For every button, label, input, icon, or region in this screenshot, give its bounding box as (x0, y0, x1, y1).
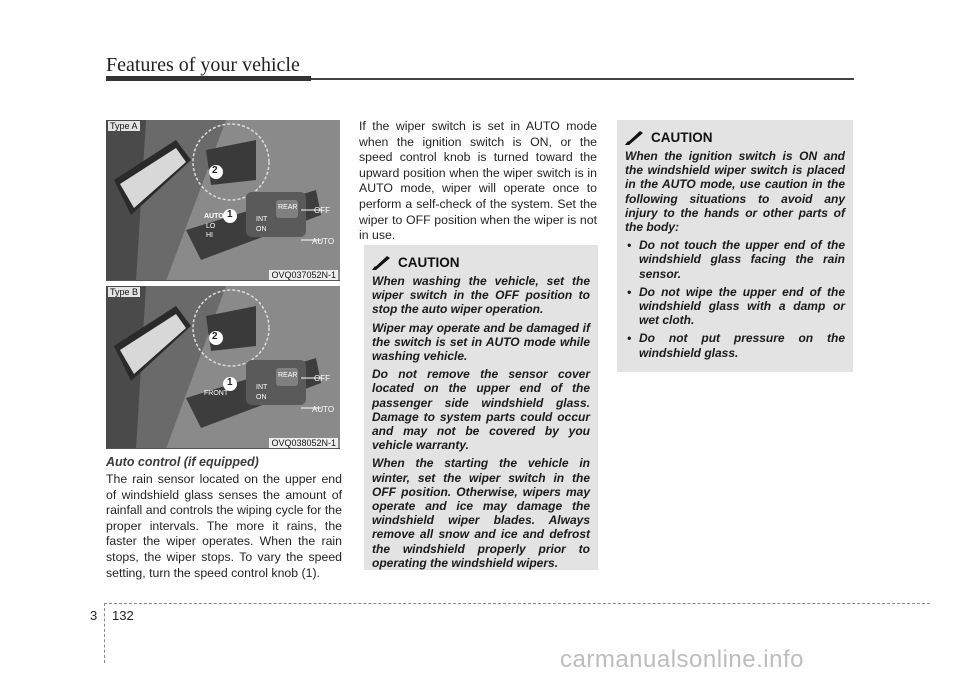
wiper-switch-illustration-b (106, 286, 340, 449)
caution-paragraph: When washing the vehicle, set the wiper switch in the OFF position to stop the auto wiper operation. (372, 274, 590, 317)
footer-rule (104, 603, 930, 604)
label-lo: LO (206, 223, 216, 230)
watermark: carmanualsonline.info (560, 646, 804, 673)
caution-body (617, 149, 853, 360)
footer-page-number: 132 (112, 608, 134, 623)
footer-vertical-rule (104, 603, 105, 663)
figure-type-a (106, 120, 340, 281)
figure-code: OVQ037052N-1 (271, 270, 336, 280)
figure-code: OVQ038052N-1 (271, 438, 336, 448)
section-body: The rain sensor located on the upper end of windshield glass senses the amount of rainfall and controls the wiping cycle for the proper intervals. The more it rains, the faster the wiper operates. When the rain stops, the wiper stops. To vary the speed setting, turn the speed control knob (1). (106, 472, 342, 580)
header-accent-bar (106, 76, 311, 81)
caution-title: CAUTION (651, 130, 713, 145)
figure-type-label: Type A (110, 121, 138, 131)
caution-heading (625, 130, 853, 145)
figure-type-label: Type B (110, 287, 139, 297)
figure-divider (106, 280, 340, 281)
figure-divider (106, 448, 340, 449)
callout-2: 2 (212, 165, 218, 176)
caution-body (364, 274, 598, 570)
caution-bullet-list (625, 238, 845, 360)
label-hi: HI (206, 232, 213, 239)
caution-paragraph: Wiper may operate and be damaged if the switch is set in AUTO mode while washing vehicle. (372, 320, 590, 364)
caution-box-washing (364, 245, 598, 570)
caution-bullet: • Do not wipe the upper end of the windshield glass with a damp or wet cloth. (625, 285, 845, 328)
label-int: INT (256, 384, 268, 391)
footer-section-number: 3 (90, 608, 98, 623)
caution-pencil-icon (372, 256, 390, 270)
caution-title: CAUTION (398, 255, 460, 270)
wiper-switch-illustration-a (106, 120, 340, 281)
label-on: ON (256, 226, 267, 233)
label-int: INT (256, 216, 268, 223)
caution-pencil-icon (625, 131, 643, 145)
middle-body-text: If the wiper switch is set in AUTO mode when the ignition switch is ON, or the speed control knob is turned toward the upward position when the wiper switch is in AUTO mode, wiper will operate once to perform a self-check of the system. Set the wiper to OFF position when the wiper is not in use. (359, 119, 597, 243)
label-on: ON (256, 394, 267, 401)
page-header-title: Features of your vehicle (106, 54, 300, 76)
callout-1: 1 (227, 377, 233, 388)
caution-paragraph: Do not remove the sensor cover located on the upper end of the passenger side windshield glass. Damage to system parts could occur and may not be covered by you vehicle warranty. (372, 367, 590, 453)
callout-1: 1 (227, 209, 233, 220)
figure-type-b (106, 286, 340, 449)
label-front: FRONT (204, 390, 229, 397)
label-auto: AUTO (312, 405, 335, 414)
label-off: OFF (314, 374, 330, 383)
caution-paragraph: When the starting the vehicle in winter, set the wiper switch in the OFF position. Otherwise, wipers may operate and ice may damage the windshield wiper blades. Always remove all snow and ice and defrost the windshield properly prior to operating the windshield wipers. (372, 456, 590, 570)
caution-heading (372, 255, 598, 270)
caution-intro: When the ignition switch is ON and the windshield wiper switch is placed in the AUTO mode, use caution in the following situations to avoid any injury to the hands or other parts of the body: (625, 149, 845, 235)
caution-box-ignition (617, 120, 853, 372)
callout-2: 2 (212, 331, 218, 342)
label-rear: REAR (278, 372, 298, 379)
label-auto-switch: AUTO (204, 213, 224, 220)
label-auto: AUTO (312, 237, 335, 246)
section-title: Auto control (if equipped) (106, 455, 259, 469)
label-rear: REAR (278, 204, 298, 211)
caution-bullet: • Do not put pressure on the windshield glass. (625, 331, 845, 359)
label-off: OFF (314, 206, 330, 215)
caution-bullet: • Do not touch the upper end of the windshield glass facing the rain sensor. (625, 238, 845, 281)
